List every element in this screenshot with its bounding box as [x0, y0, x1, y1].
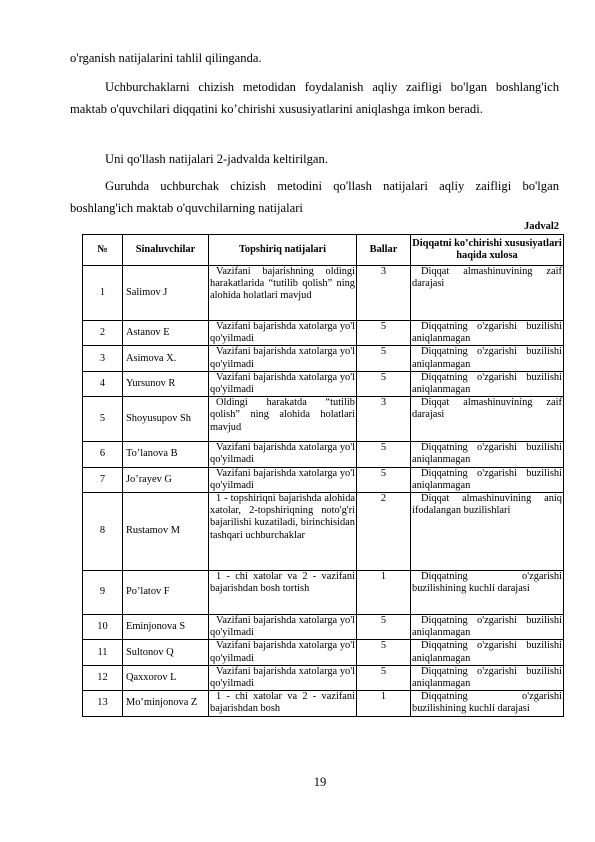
task-result: Vazifani bajarishda xatolarga yo'l qo'yilmadi: [210, 615, 355, 639]
header-scores: Ballar: [357, 235, 411, 266]
table-row: [83, 493, 564, 571]
table-row: [83, 615, 564, 640]
page-number: 19: [313, 775, 327, 789]
task-result: 1 - topshiriqni bajarishda alohida xatolar, 2-topshiriqning noto'g'ri bajarilishi kuzatiladi, birinchisidan tashqari uchburchaklar: [209, 493, 357, 571]
table-body: [83, 266, 564, 717]
participant-name: Yursunov R: [123, 371, 209, 396]
conclusion: Diqqatning o'zgarishi buzilishining kuchli darajasi: [411, 571, 564, 615]
conclusion: Diqqat almashinuvining aniq ifodalangan buzilishlari: [411, 493, 564, 571]
participant-name: Asimova X.: [123, 346, 209, 371]
row-number: 3: [83, 346, 123, 371]
conclusion: Diqqatning o'zgarishi buzilishi aniqlanmagan: [412, 640, 562, 664]
score: 5: [357, 442, 411, 467]
conclusion: Diqqatning o'zgarishi buzilishi aniqlanmagan: [412, 371, 562, 396]
table-row: [83, 397, 564, 442]
score: 5: [357, 640, 411, 665]
score: 5: [357, 467, 411, 492]
table-caption: Jadval2: [523, 221, 559, 232]
row-number: 7: [83, 467, 123, 492]
row-number: 10: [83, 615, 123, 640]
header-task-results: Topshiriq natijalari: [209, 235, 357, 266]
conclusion: Diqqatning o'zgarishi buzilishi aniqlanmagan: [412, 442, 562, 466]
conclusion: Diqqat almashinuvining zaif darajasi: [411, 397, 564, 442]
score: 5: [357, 371, 411, 396]
participant-name: Shoyusupov Sh: [123, 397, 209, 442]
participant-name: Astanov E: [123, 321, 209, 346]
conclusion: Diqqatning o'zgarishi buzilishi aniqlanmagan: [412, 467, 562, 491]
participant-name: Salimov J: [123, 266, 209, 321]
score: 5: [357, 321, 411, 346]
header-number: №: [83, 235, 123, 266]
score: 5: [357, 665, 411, 690]
score: 5: [357, 346, 411, 371]
row-number: 5: [83, 397, 123, 442]
score: 3: [357, 266, 411, 321]
score: 5: [357, 615, 411, 640]
table-row: [83, 442, 564, 467]
participant-name: Sultonov Q: [123, 640, 209, 665]
participant-name: Mo’minjonova Z: [123, 691, 209, 716]
row-number: 13: [83, 691, 123, 716]
paragraph-intro: o'rganish natijalarini tahlil qilinganda.: [70, 51, 262, 65]
row-number: 8: [83, 493, 123, 571]
row-number: 9: [83, 571, 123, 615]
results-table: [82, 234, 564, 717]
row-number: 12: [83, 665, 123, 690]
table-header-row: [83, 235, 564, 266]
header-participants: Sinaluvchilar: [123, 235, 209, 266]
conclusion: Diqqat almashinuvining zaif darajasi: [411, 266, 564, 321]
task-result: Vazifani bajarishda xatolarga yo'l qo'yilmadi: [210, 321, 355, 345]
table-row: [83, 346, 564, 371]
table-row: [83, 571, 564, 615]
task-result: 1 - chi xatolar va 2 - vazifani bajarishdan bosh: [210, 691, 355, 715]
task-result: Vazifani bajarishda xatolarga yo'l qo'yilmadi: [210, 346, 355, 370]
task-result: Vazifani bajarishda xatolarga yo'l qo'yilmadi: [210, 665, 355, 690]
score: 2: [357, 493, 411, 571]
participant-name: Qaxxorov L: [123, 665, 209, 690]
score: 3: [357, 397, 411, 442]
participant-name: Po’latov F: [123, 571, 209, 615]
task-result: Vazifani bajarishning oldingi harakatlarida “tutilib qolish” ning alohida holatlari mavjud: [209, 266, 357, 321]
participant-name: Jo’rayev G: [123, 467, 209, 492]
table-row: [83, 691, 564, 716]
task-result: Vazifani bajarishda xatolarga yo'l qo'yilmadi: [210, 467, 355, 491]
table-row: [83, 371, 564, 396]
table-row: [83, 266, 564, 321]
task-result: 1 - chi xatolar va 2 - vazifani bajarishdan bosh tortish: [209, 571, 357, 615]
task-result: Oldingi harakatda “tutilib qolish” ning alohida holatlari mavjud: [209, 397, 357, 442]
conclusion: Diqqatning o'zgarishi buzilishi aniqlanmagan: [412, 615, 562, 639]
conclusion: Diqqatning o'zgarishi buzilishi aniqlanmagan: [412, 346, 562, 370]
header-conclusion: Diqqatni ko’chirishi xususiyatlari haqida xulosa: [411, 235, 564, 266]
table-row: [83, 640, 564, 665]
table-row: [83, 467, 564, 492]
table-row: [83, 665, 564, 690]
conclusion: Diqqatning o'zgarishi buzilishi aniqlanmagan: [412, 321, 562, 345]
score: 1: [357, 571, 411, 615]
task-result: Vazifani bajarishda xatolarga yo'l qo'yilmadi: [210, 371, 355, 396]
conclusion: Diqqatning o'zgarishi buzilishi aniqlanmagan: [412, 665, 562, 690]
score: 1: [357, 691, 411, 716]
conclusion: Diqqatning o'zgarishi buzilishining kuchli darajasi: [412, 691, 562, 715]
participant-name: Eminjonova S: [123, 615, 209, 640]
row-number: 11: [83, 640, 123, 665]
task-result: Vazifani bajarishda xatolarga yo'l qo'yilmadi: [210, 442, 355, 466]
row-number: 4: [83, 371, 123, 396]
row-number: 6: [83, 442, 123, 467]
row-number: 2: [83, 321, 123, 346]
paragraph-group-results: Guruhda uchburchak chizish metodini qo'llash natijalari aqliy zaifligi bo'lgan boshlang'ich maktab o'quvchilarning natijalari: [70, 179, 559, 215]
row-number: 1: [83, 266, 123, 321]
paragraph-results-ref: Uni qo'llash natijalari 2-jadvalda keltirilgan.: [105, 152, 328, 166]
paragraph-method: Uchburchaklarni chizish metodidan foydalanish aqliy zaifligi bo'lgan boshlang'ich maktab o'quvchilari diqqatini ko’chirishi xususiyatlarini aniqlashga imkon beradi.: [70, 80, 559, 116]
task-result: Vazifani bajarishda xatolarga yo'l qo'yilmadi: [210, 640, 355, 664]
table-row: [83, 321, 564, 346]
participant-name: To’lanova B: [123, 442, 209, 467]
participant-name: Rustamov M: [123, 493, 209, 571]
